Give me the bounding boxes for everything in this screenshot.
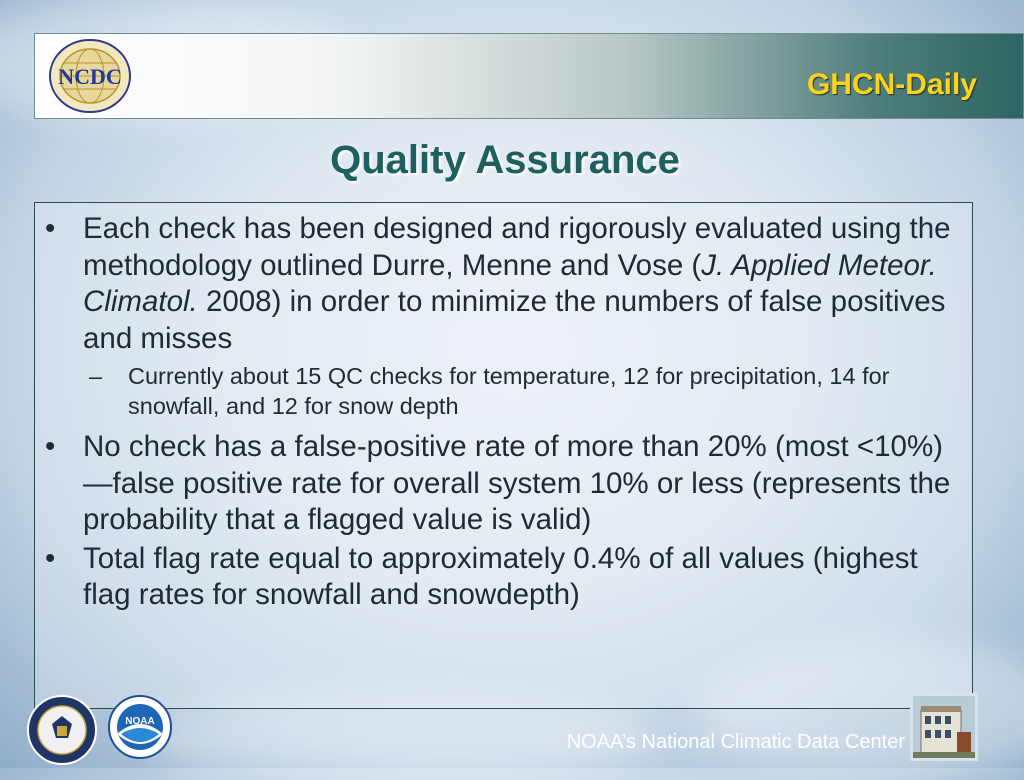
bullet-marker: • — [45, 541, 56, 575]
bullet-item-1 — [45, 211, 960, 421]
building-photo — [910, 693, 978, 761]
content-box — [34, 202, 973, 709]
sub-bullet-item-1 — [83, 361, 960, 421]
bullet-marker: • — [45, 430, 56, 463]
bullet-2-text: No check has a false-positive rate of more than 20% (most <10%)—false positive rate for overall system 10% or less (represents the probability that a flagged value is valid) — [83, 430, 951, 536]
dash-marker: – — [89, 363, 103, 389]
header-bar — [34, 33, 1024, 119]
noaa-logo — [107, 694, 173, 760]
bullet-item-3 — [45, 541, 960, 614]
commerce-seal-icon — [26, 694, 98, 766]
noaa-logo-text: NOAA — [125, 716, 155, 727]
building-icon — [913, 696, 975, 758]
footer-text: NOAA’s National Climatic Data Center — [566, 731, 905, 753]
bullet-1-text-start: Each check has been designed and rigorously evaluated using the methodology outlined Durre, Menne and Vose ( — [83, 212, 951, 282]
slide-title: Quality Assurance — [330, 138, 680, 182]
bullet-1-text-end: 2008) in order to minimize the numbers of false positives and misses — [83, 285, 946, 355]
bullet-marker: • — [45, 212, 56, 245]
ncdc-logo-text: NCDC — [58, 64, 122, 89]
ncdc-logo — [40, 37, 140, 115]
bullet-list — [45, 211, 960, 616]
bullet-item-2 — [45, 429, 960, 539]
header-title: GHCN-Daily — [806, 68, 977, 101]
bullet-1-journal: J. Applied Meteor. Climatol. — [83, 248, 937, 318]
bullet-3-text: Total flag rate equal to approximately 0.4% of all values (highest flag rates for snowfall and snowdepth) — [83, 541, 918, 611]
sub-bullet-list — [83, 361, 960, 421]
sub-bullet-1-text: Currently about 15 QC checks for temperature, 12 for precipitation, 14 for snowfall, and 12 for snow depth — [128, 363, 890, 419]
